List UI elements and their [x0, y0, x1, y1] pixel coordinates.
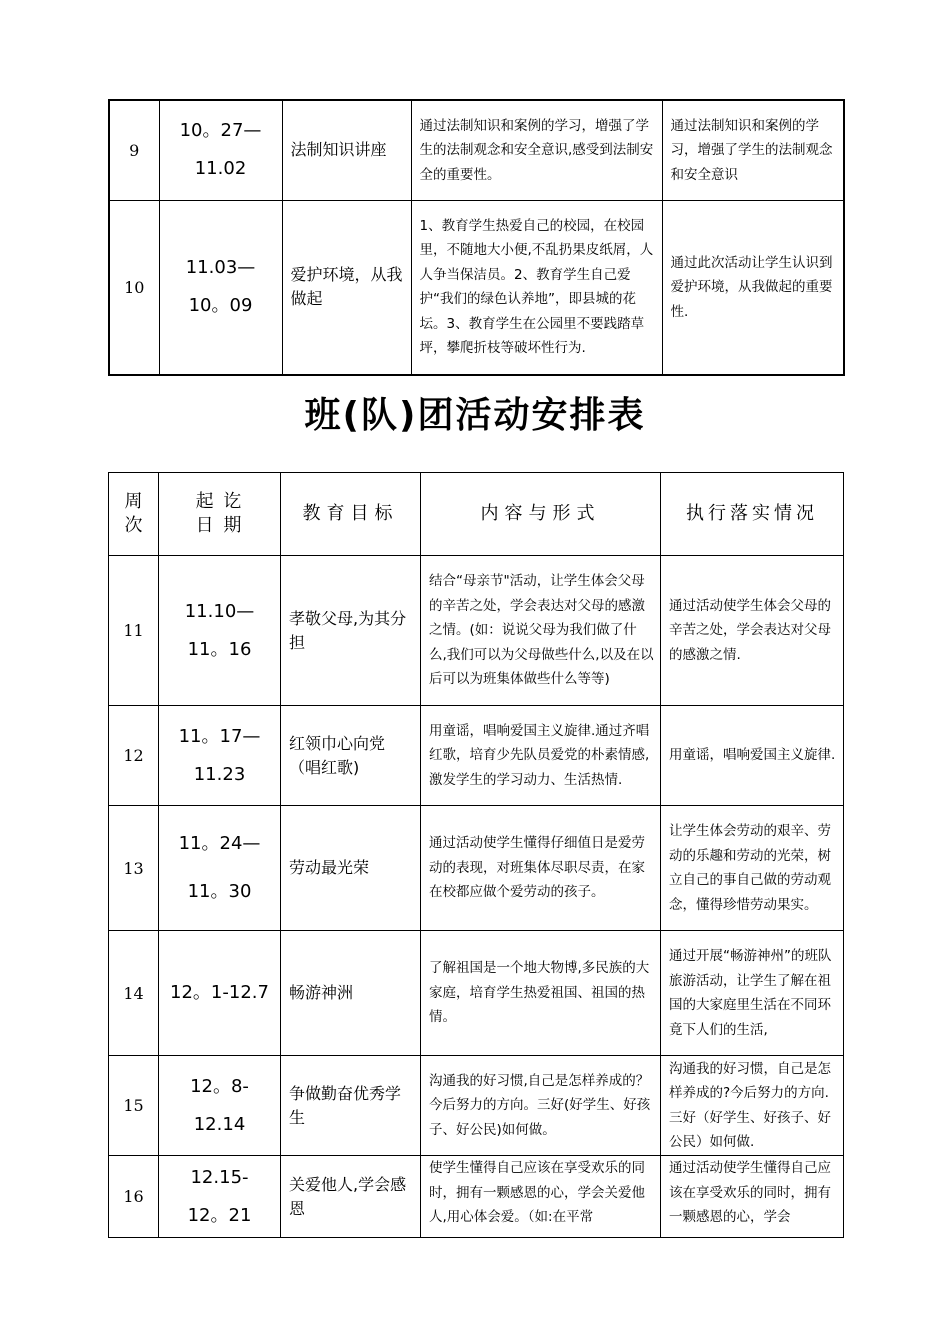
result-cell: 用童谣，唱响爱国主义旋律.: [661, 706, 844, 806]
header-result: 执行落实情况: [661, 473, 844, 556]
content-cell: 通过法制知识和案例的学习，增强了学生的法制观念和安全意识,感受到法制安全的重要性。: [411, 100, 662, 200]
header-content: 内容与形式: [421, 473, 661, 556]
goal-cell: 关爱他人,学会感恩: [281, 1156, 421, 1238]
week-cell: 10: [109, 200, 159, 375]
schedule-table-continued: [108, 99, 845, 376]
date-cell: 11.10— 11。16: [159, 556, 281, 706]
content-cell: 使学生懂得自己应该在享受欢乐的同时，拥有一颗感恩的心，学会关爱他人,用心体会爱。（如:在平常: [421, 1156, 661, 1238]
table-row: [109, 556, 844, 706]
content-cell: 沟通我的好习惯,自己是怎样养成的？今后努力的方向。三好(好学生、好孩子、好公民)如何做。: [421, 1056, 661, 1156]
content-cell: 用童谣，唱响爱国主义旋律.通过齐唱红歌，培育少先队员爱党的朴素情感,激发学生的学习动力、生活热情.: [421, 706, 661, 806]
table-row: [109, 806, 844, 931]
week-cell: 12: [109, 706, 159, 806]
week-cell: 15: [109, 1056, 159, 1156]
table-header-row: [109, 473, 844, 556]
content-cell: 结合“母亲节"活动，让学生体会父母的辛苦之处，学会表达对父母的感激之情。(如：说说父母为我们做了什么,我们可以为父母做些什么,以及在以后可以为班集体做些什么等等): [421, 556, 661, 706]
date-end: 10。09: [188, 295, 253, 317]
content-cell: 1、教育学生热爱自己的校园，在校园里，不随地大小便,不乱扔果皮纸屑，人人争当保洁员。2、教育学生自己爱护“我们的绿色认养地”，即县城的花坛。3、教育学生在公园里不要践踏草坪，攀爬折枝等破坏性行为.: [411, 200, 662, 375]
date-cell: 12.15- 12。21: [159, 1156, 281, 1238]
week-cell: 16: [109, 1156, 159, 1238]
header-goal: 教育目标: [281, 473, 421, 556]
date-start: 11.03—: [185, 257, 256, 279]
date-end: 11.02: [194, 158, 247, 180]
goal-cell: 孝敬父母,为其分担: [281, 556, 421, 706]
goal-cell: 红领巾心向党（唱红歌): [281, 706, 421, 806]
week-cell: 13: [109, 806, 159, 931]
result-cell: 通过此次活动让学生认识到爱护环境，从我做起的重要性.: [662, 200, 844, 375]
content-cell: 通过活动使学生懂得仔细值日是爱劳动的表现，对班集体尽职尽责，在家在校都应做个爱劳动的孩子。: [421, 806, 661, 931]
table-row: [109, 100, 844, 200]
date-cell: [159, 200, 282, 375]
result-cell: 通过法制知识和案例的学习，增强了学生的法制观念和安全意识: [662, 100, 844, 200]
page-title: 班(队)团活动安排表: [304, 395, 646, 436]
result-cell: 通过活动使学生懂得自己应该在享受欢乐的同时，拥有一颗感恩的心，学会: [661, 1156, 844, 1238]
table-row: [109, 931, 844, 1056]
result-cell: 通过开展“畅游神州”的班队旅游活动，让学生了解在祖国的大家庭里生活在不同环竟下人们的生活,: [661, 931, 844, 1056]
date-cell: 12。1-12.7: [159, 931, 281, 1056]
table-row: [109, 1156, 844, 1238]
goal-cell: 法制知识讲座: [282, 100, 411, 200]
date-cell: 12。8- 12.14: [159, 1056, 281, 1156]
date-cell: 11。24— 11。30: [159, 806, 281, 931]
date-cell: [159, 100, 282, 200]
result-cell: 让学生体会劳动的艰辛、劳动的乐趣和劳动的光荣，树立自己的事自己做的劳动观念，懂得珍惜劳动果实。: [661, 806, 844, 931]
table-row: [109, 200, 844, 375]
goal-cell: 劳动最光荣: [281, 806, 421, 931]
date-cell: 11。17— 11.23: [159, 706, 281, 806]
header-week: 周 次: [109, 473, 159, 556]
week-cell: 11: [109, 556, 159, 706]
date-start: 10。27—: [179, 120, 262, 142]
goal-cell: 争做勤奋优秀学生: [281, 1056, 421, 1156]
week-cell: 9: [109, 100, 159, 200]
content-cell: 了解祖国是一个地大物博,多民族的大家庭，培育学生热爱祖国、祖国的热情。: [421, 931, 661, 1056]
result-cell: 沟通我的好习惯，自己是怎样养成的?今后努力的方向.三好（好学生、好孩子、好公民）如何做.: [661, 1056, 844, 1156]
week-cell: 14: [109, 931, 159, 1056]
result-cell: 通过活动使学生体会父母的辛苦之处，学会表达对父母的感激之情.: [661, 556, 844, 706]
table-row: [109, 1056, 844, 1156]
goal-cell: 畅游神洲: [281, 931, 421, 1056]
table-row: [109, 706, 844, 806]
schedule-table: [108, 472, 844, 1238]
goal-cell: 爱护环境，从我做起: [282, 200, 411, 375]
header-date: 起 讫 日 期: [159, 473, 281, 556]
